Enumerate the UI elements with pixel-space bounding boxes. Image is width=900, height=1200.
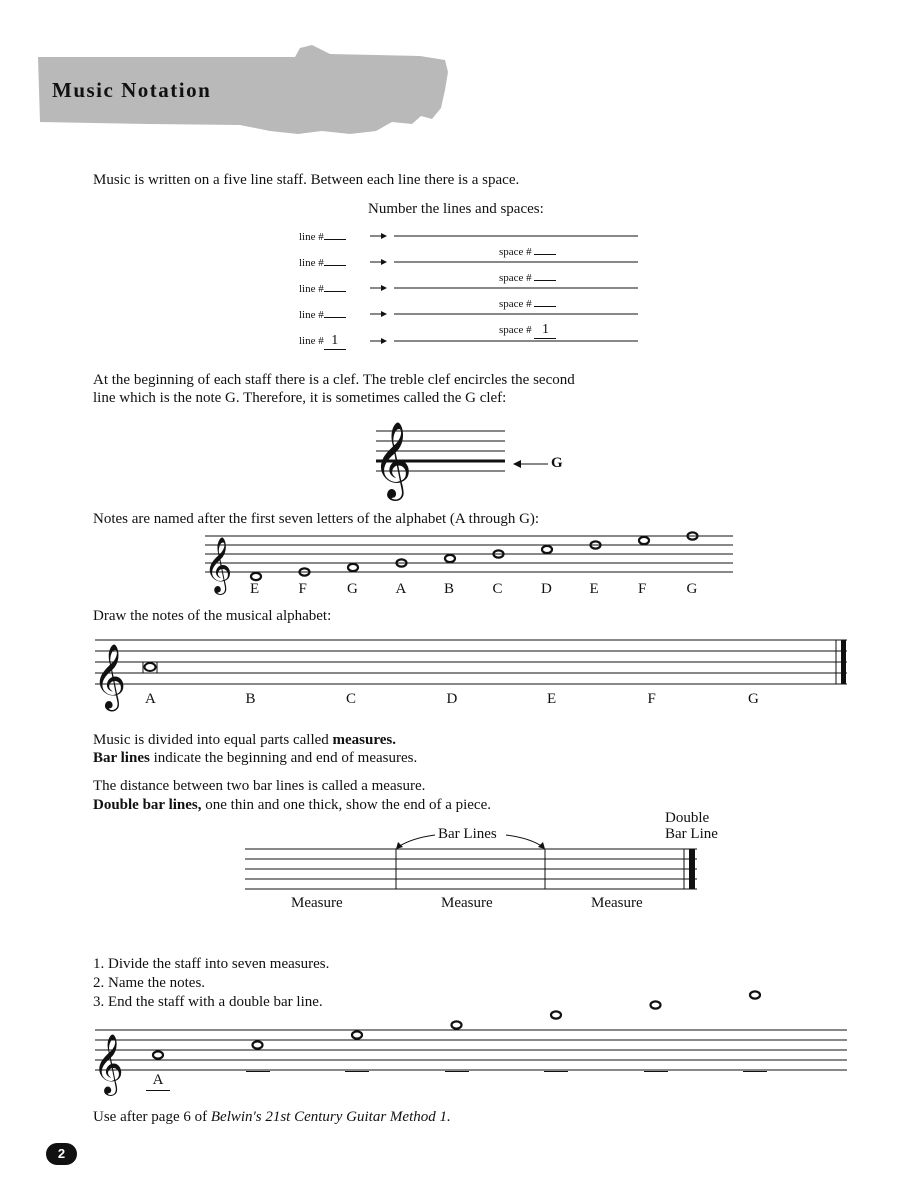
line-label-2: line #: [299, 309, 346, 321]
double-bar-label-2: Bar Line: [665, 826, 718, 842]
exercise-note-3: [452, 1021, 462, 1028]
bar-lines-label: Bar Lines: [438, 826, 497, 842]
line-label-1: line # 1: [299, 333, 346, 350]
space-label-2: space #: [499, 298, 556, 310]
exercise-note-5: [651, 1001, 661, 1008]
note-name-blank[interactable]: [743, 1071, 767, 1072]
draw-notes-text: Draw the notes of the musical alphabet:: [93, 608, 332, 624]
double-bar-label-1: Double: [665, 810, 710, 826]
draw-note-label: G: [748, 691, 759, 707]
g-note-label: G: [551, 455, 563, 471]
alphabet-note-label: E: [250, 581, 260, 597]
measures-text-2: Bar lines indicate the beginning and end of measures.: [93, 750, 418, 766]
alphabet-note-label: G: [347, 581, 358, 597]
draw-note-label: A: [145, 691, 156, 707]
alphabet-note-label: F: [298, 581, 307, 597]
alphabet-note-label: C: [492, 581, 503, 597]
page-number-badge: 2: [46, 1143, 77, 1165]
exercise-note-6: [750, 991, 760, 998]
note-name-blank[interactable]: [246, 1071, 270, 1072]
measures-text-3: The distance between two bar lines is called a measure.: [93, 778, 426, 794]
alphabet-note-label: D: [541, 581, 552, 597]
draw-note-label: B: [245, 691, 256, 707]
intro-text: Music is written on a five line staff. Between each line there is a space.: [93, 172, 520, 188]
exercise-step-2: 2. Name the notes.: [93, 975, 206, 991]
exercise-note-1: [253, 1041, 263, 1048]
clef-text-2: line which is the note G. Therefore, it is sometimes called the G clef:: [93, 390, 507, 406]
note-name-blank[interactable]: [644, 1071, 668, 1072]
alphabet-note-label: G: [686, 581, 698, 597]
draw-note-label: D: [446, 691, 458, 707]
alphabet-note-label: F: [638, 581, 647, 597]
alphabet-note-label: A: [395, 581, 407, 597]
note-name-blank[interactable]: A: [146, 1071, 170, 1091]
exercise-note-4: [551, 1011, 561, 1018]
page-title: Music Notation: [52, 78, 212, 102]
alphabet-note-label: B: [444, 581, 455, 597]
measure-label-2: Measure: [441, 895, 493, 911]
note-name-blank[interactable]: [345, 1071, 369, 1072]
lines-instruction: Number the lines and spaces:: [368, 201, 544, 217]
exercise-note-2: [352, 1031, 362, 1038]
note-name-blank[interactable]: [445, 1071, 469, 1072]
draw-note-label: F: [647, 691, 656, 707]
space-label-3: space #: [499, 272, 556, 284]
draw-note-label: C: [346, 691, 357, 707]
exercise-step-1: 1. Divide the staff into seven measures.: [93, 956, 330, 972]
measure-label-3: Measure: [591, 895, 643, 911]
clef-text-1: At the beginning of each staff there is a clef. The treble clef encircles the second: [93, 372, 575, 388]
exercise-note-0: [153, 1051, 163, 1058]
measure-label-1: Measure: [291, 895, 343, 911]
note-name-blank[interactable]: [544, 1071, 568, 1072]
line-label-4: line #: [299, 257, 346, 269]
footer-reference: Use after page 6 of Belwin's 21st Century Guitar Method 1.: [93, 1109, 451, 1125]
space-label-4: space #: [499, 246, 556, 258]
alphabet-note-label: E: [589, 581, 599, 597]
line-label-5: line #: [299, 231, 346, 243]
exercise-step-3: 3. End the staff with a double bar line.: [93, 994, 323, 1010]
treble-clef-icon: 𝄞: [373, 421, 413, 498]
draw-note-label: E: [547, 691, 557, 707]
treble-clef-icon: 𝄞: [93, 644, 127, 709]
treble-clef-icon: 𝄞: [204, 537, 233, 593]
space-label-1: space # 1: [499, 322, 556, 339]
measures-text-1: Music is divided into equal parts called measures.: [93, 732, 396, 748]
measures-text-4: Double bar lines, one thin and one thick, show the end of a piece.: [93, 797, 491, 813]
line-label-3: line #: [299, 283, 346, 295]
alphabet-text: Notes are named after the first seven letters of the alphabet (A through G):: [93, 511, 540, 527]
treble-clef-icon: 𝄞: [93, 1034, 124, 1094]
